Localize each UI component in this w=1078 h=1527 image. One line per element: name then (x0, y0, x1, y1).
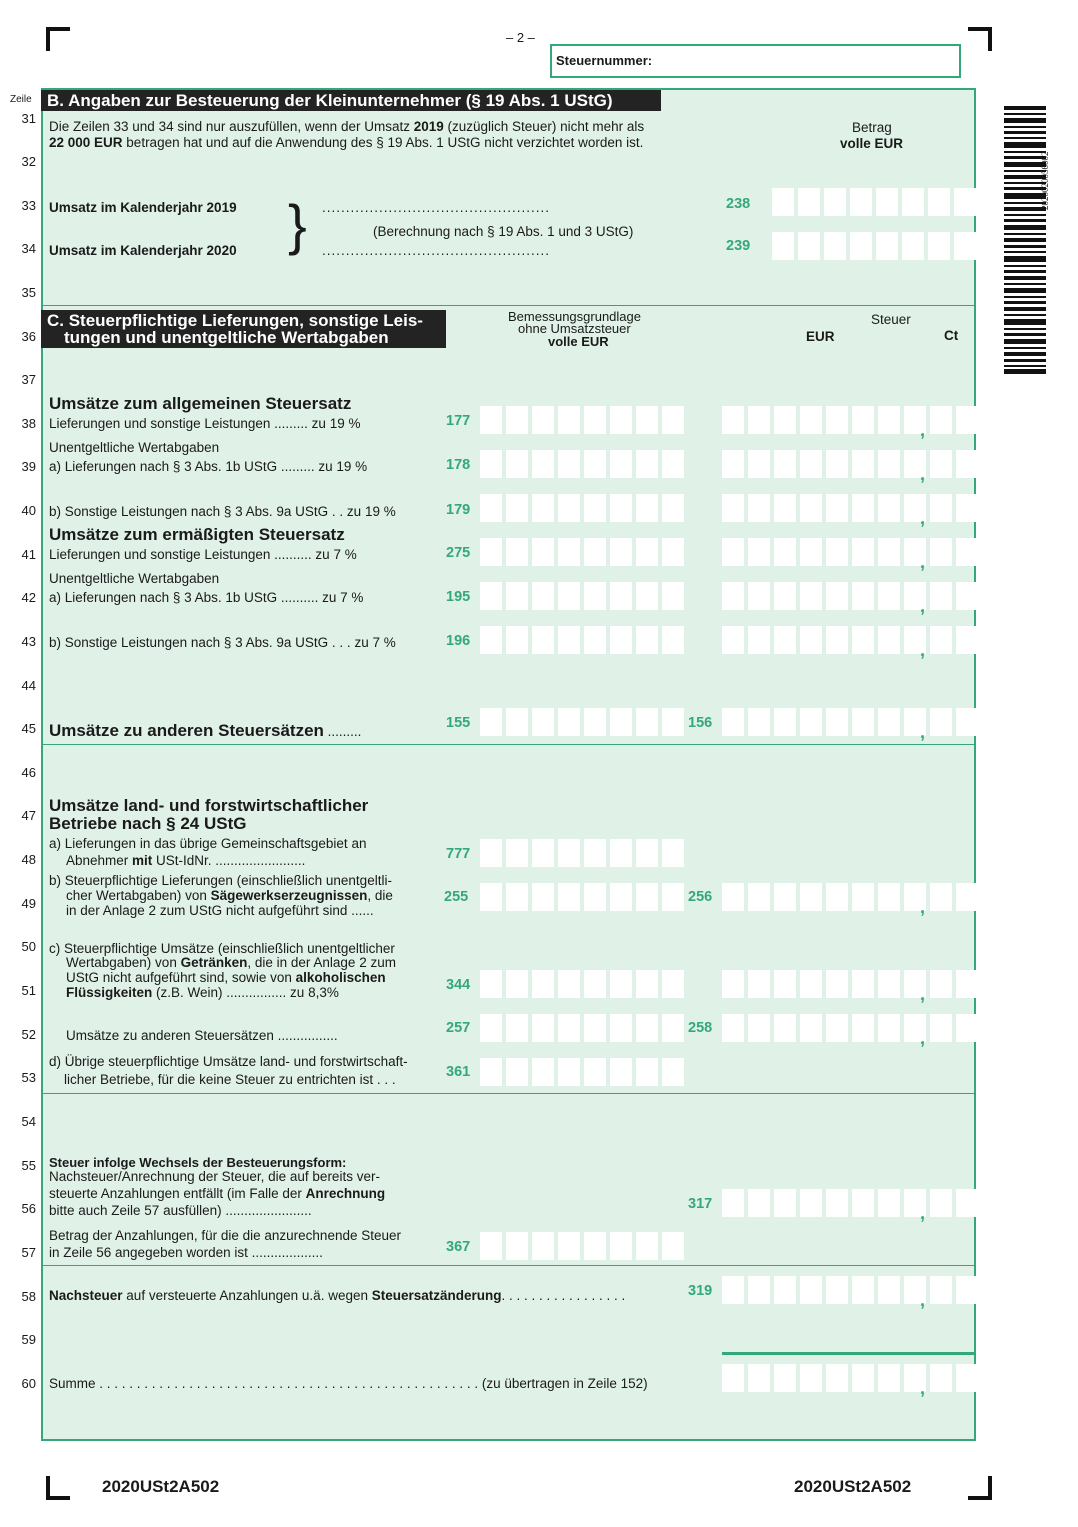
kennzahl-777: 777 (446, 846, 471, 862)
line-number: 58 (21, 1289, 36, 1304)
kennzahl-177: 177 (446, 413, 471, 429)
line-number: 43 (21, 634, 36, 649)
line-number: 57 (21, 1245, 36, 1260)
kennzahl-319: 319 (688, 1283, 713, 1299)
input-steuer-177[interactable] (722, 406, 978, 434)
line-number: 40 (21, 503, 36, 518)
input-steuer-179[interactable] (722, 494, 978, 522)
crop-mark-top-left (46, 27, 70, 51)
input-156[interactable] (722, 708, 978, 736)
row55-label-2: Nachsteuer/Anrechnung der Steuer, die auf bereits ver- (49, 1169, 380, 1184)
row41-label: Lieferungen und sonstige Leistungen .......... zu 7 % (49, 547, 357, 562)
kennzahl-178: 178 (446, 457, 471, 473)
input-238[interactable] (772, 188, 976, 216)
row60-summe-label: Summe . . . . . . . . . . . . . . . . . . . . . . . . . . . . . . . . . . . . . . . . . . . . . . . . . . . (zu übertragen in Zeile 152) (49, 1376, 648, 1391)
input-steuer-195[interactable] (722, 582, 978, 610)
input-275[interactable] (480, 538, 684, 566)
input-239[interactable] (772, 232, 976, 260)
input-summe[interactable] (722, 1364, 978, 1392)
row48-label-2: Abnehmer mit USt-IdNr. ........................ (66, 853, 306, 868)
kennzahl-155: 155 (446, 715, 471, 731)
line-number: 35 (21, 285, 36, 300)
heading-allgemeiner-steuersatz: Umsätze zum allgemeinen Steuersatz (49, 394, 352, 413)
line-number: 50 (21, 939, 36, 954)
line-number: 31 (21, 111, 36, 126)
heading-land-forst-1: Umsätze land- und forstwirtschaftlicher (49, 796, 369, 815)
row39-label: a) Lieferungen nach § 3 Abs. 1b UStG ......... zu 19 % (49, 459, 368, 474)
input-195[interactable] (480, 582, 684, 610)
line-number: 51 (21, 983, 36, 998)
input-steuer-196[interactable] (722, 626, 978, 654)
row51-label-2: Wertabgaben) von Getränken, die in der Anlage 2 zum (66, 955, 396, 970)
decimal-comma: , (920, 464, 926, 484)
row49-label-2: cher Wertabgaben) von Sägewerkserzeugnissen, die (66, 888, 393, 903)
input-steuer-344[interactable] (722, 970, 978, 998)
page-number: – 2 – (506, 30, 535, 45)
decimal-comma: , (920, 552, 926, 572)
section-b-intro-line2: 22 000 EUR betragen hat und auf die Anwendung des § 19 Abs. 1 UStG nicht verzichtet worden ist. (49, 135, 644, 150)
row51-label-1: c) Steuerpflichtige Umsätze (einschließlich unentgeltlicher (49, 941, 395, 956)
kennzahl-195: 195 (446, 589, 471, 605)
kennzahl-344: 344 (446, 977, 471, 993)
line-number: 54 (21, 1114, 36, 1129)
steuernummer-label: Steuernummer: (556, 53, 653, 68)
input-255[interactable] (480, 883, 684, 911)
section-c-title: C. Steuerpflichtige Lieferungen, sonstige Leis- tungen und unentgeltliche Wertabgaben (41, 310, 446, 348)
kennzahl-257: 257 (446, 1020, 471, 1036)
row48-label-1: a) Lieferungen in das übrige Gemeinschaftsgebiet an (49, 836, 367, 851)
line-number: 44 (21, 678, 36, 693)
line-number: 49 (21, 896, 36, 911)
line-number: 59 (21, 1332, 36, 1347)
col-bem-label-2: ohne Umsatzsteuer (518, 321, 631, 336)
row51-label-3: UStG nicht aufgeführt sind, sowie von alkoholischen (66, 970, 386, 985)
row57-label-1: Betrag der Anzahlungen, für die die anzurechnende Steuer (49, 1228, 402, 1243)
crop-mark-top-right (968, 27, 992, 51)
input-196[interactable] (480, 626, 684, 654)
line-number: 48 (21, 852, 36, 867)
section-b-title: B. Angaben zur Besteuerung der Kleinunternehmer (§ 19 Abs. 1 UStG) (41, 90, 661, 111)
brace-symbol: } (288, 193, 307, 256)
col-eur-label: EUR (806, 329, 835, 344)
input-317[interactable] (722, 1189, 978, 1217)
row40-label: b) Sonstige Leistungen nach § 3 Abs. 9a UStG . . zu 19 % (49, 504, 396, 519)
col-bem-label-3: volle EUR (548, 334, 609, 349)
line-number: 46 (21, 765, 36, 780)
kennzahl-238: 238 (726, 196, 751, 212)
kennzahl-239: 239 (726, 238, 751, 254)
line-number: 34 (21, 241, 36, 256)
kennzahl-255: 255 (444, 889, 469, 905)
line-number: 60 (21, 1376, 36, 1391)
col-ct-label: Ct (944, 328, 959, 343)
input-155[interactable] (480, 708, 684, 736)
line-number: 36 (21, 329, 36, 344)
heading-land-forst-2: Betriebe nach § 24 UStG (49, 814, 247, 833)
row34-dots: ................................................ (322, 243, 551, 258)
decimal-comma: , (920, 1028, 926, 1048)
input-179[interactable] (480, 494, 684, 522)
input-777[interactable] (480, 839, 684, 867)
line-number: 41 (21, 547, 36, 562)
row55-label-1: Steuer infolge Wechsels der Besteuerungsform: (49, 1155, 347, 1170)
heading-ermaessigter-steuersatz: Umsätze zum ermäßigten Steuersatz (49, 525, 345, 544)
input-177[interactable] (480, 406, 684, 434)
kennzahl-275: 275 (446, 545, 471, 561)
zeile-header: Zeile (10, 94, 32, 105)
decimal-comma: , (920, 596, 926, 616)
kennzahl-179: 179 (446, 502, 471, 518)
decimal-comma: , (920, 722, 926, 742)
row53-label-1: d) Übrige steuerpflichtige Umsätze land- und forstwirtschaft- (49, 1054, 408, 1069)
input-258[interactable] (722, 1014, 978, 1042)
unentgeltlich-label-1: Unentgeltliche Wertabgaben (49, 440, 220, 455)
row51-label-4: Flüssigkeiten (z.B. Wein) ................ zu 8,3% (66, 985, 339, 1000)
line-number: 37 (21, 372, 36, 387)
row33-label: Umsatz im Kalenderjahr 2019 (49, 200, 237, 215)
line-number: 53 (21, 1070, 36, 1085)
decimal-comma: , (920, 984, 926, 1004)
line-number: 33 (21, 198, 36, 213)
form-code-left: 2020USt2A502 (102, 1477, 220, 1496)
row52-label: Umsätze zu anderen Steuersätzen ................ (66, 1028, 338, 1043)
input-319[interactable] (722, 1276, 978, 1304)
col-volle-eur-label: volle EUR (840, 136, 904, 151)
row49-label-3: in der Anlage 2 zum UStG nicht aufgeführt sind ...... (66, 903, 374, 918)
kennzahl-317: 317 (688, 1196, 713, 1212)
line-number: 55 (21, 1158, 36, 1173)
decimal-comma: , (920, 897, 926, 917)
input-steuer-178[interactable] (722, 450, 978, 478)
decimal-comma: , (920, 1378, 926, 1398)
kennzahl-258: 258 (688, 1020, 713, 1036)
line-number: 32 (21, 154, 36, 169)
berechnung-note: (Berechnung nach § 19 Abs. 1 und 3 UStG) (373, 224, 634, 239)
row38-label: Lieferungen und sonstige Leistungen ......... zu 19 % (49, 416, 361, 431)
line-number: 42 (21, 590, 36, 605)
separator-line (41, 305, 976, 306)
row43-label: b) Sonstige Leistungen nach § 3 Abs. 9a UStG . . . zu 7 % (49, 635, 396, 650)
row33-dots: ................................................ (322, 200, 551, 215)
input-256[interactable] (722, 883, 978, 911)
row56-label: bitte auch Zeile 57 ausfüllen) ....................... (49, 1203, 312, 1218)
unentgeltlich-label-2: Unentgeltliche Wertabgaben (49, 571, 220, 586)
kennzahl-361: 361 (446, 1064, 471, 1080)
input-178[interactable] (480, 450, 684, 478)
line-number: 56 (21, 1201, 36, 1216)
decimal-comma: , (920, 1290, 926, 1310)
section-b-intro-line1: Die Zeilen 33 und 34 sind nur auszufüllen, wenn der Umsatz 2019 (zuzüglich Steuer) nicht mehr als (49, 119, 645, 134)
row49-label-1: b) Steuerpflichtige Lieferungen (einschließlich unentgeltli- (49, 873, 392, 888)
steuernummer-field[interactable] (550, 44, 961, 78)
input-steuer-275[interactable] (722, 538, 978, 566)
line-number: 39 (21, 459, 36, 474)
decimal-comma: , (920, 1203, 926, 1223)
line-number: 47 (21, 808, 36, 823)
kennzahl-256: 256 (688, 889, 713, 905)
separator-line (41, 1265, 976, 1266)
barcode-text: 2020020056002 (1040, 151, 1050, 210)
col-bem-label-1: Bemessungsgrundlage (508, 309, 641, 324)
row45-label: Umsätze zu anderen Steuersätzen ......... (49, 721, 362, 740)
row55-label-3: steuerte Anzahlungen entfällt (im Falle der Anrechnung (49, 1186, 386, 1201)
row42-label: a) Lieferungen nach § 3 Abs. 1b UStG .......... zu 7 % (49, 590, 364, 605)
decimal-comma: , (920, 420, 926, 440)
input-257[interactable] (480, 1014, 684, 1042)
decimal-comma: , (920, 508, 926, 528)
summe-rule (722, 1352, 974, 1355)
row57-label-2: in Zeile 56 angegeben worden ist ................... (49, 1245, 323, 1260)
kennzahl-196: 196 (446, 633, 471, 649)
crop-mark-bottom-right (968, 1476, 992, 1500)
col-steuer-label: Steuer (871, 312, 911, 327)
separator-line (41, 744, 976, 745)
row53-label-2: licher Betriebe, für die keine Steuer zu entrichten ist . . . (64, 1072, 396, 1087)
form-code-right: 2020USt2A502 (794, 1477, 912, 1496)
input-344[interactable] (480, 970, 684, 998)
kennzahl-156: 156 (688, 715, 713, 731)
row34-label: Umsatz im Kalenderjahr 2020 (49, 243, 237, 258)
kennzahl-367: 367 (446, 1239, 471, 1255)
line-number: 45 (21, 721, 36, 736)
input-361[interactable] (480, 1058, 684, 1086)
line-number: 52 (21, 1027, 36, 1042)
decimal-comma: , (920, 640, 926, 660)
row58-label: Nachsteuer auf versteuerte Anzahlungen u.ä. wegen Steuersatzänderung. . . . . . . . . . . . . . . . . (49, 1288, 626, 1303)
line-number: 38 (21, 416, 36, 431)
separator-line (41, 1093, 976, 1094)
crop-mark-bottom-left (46, 1476, 70, 1500)
input-367[interactable] (480, 1232, 684, 1260)
col-betrag-label: Betrag (852, 120, 892, 135)
